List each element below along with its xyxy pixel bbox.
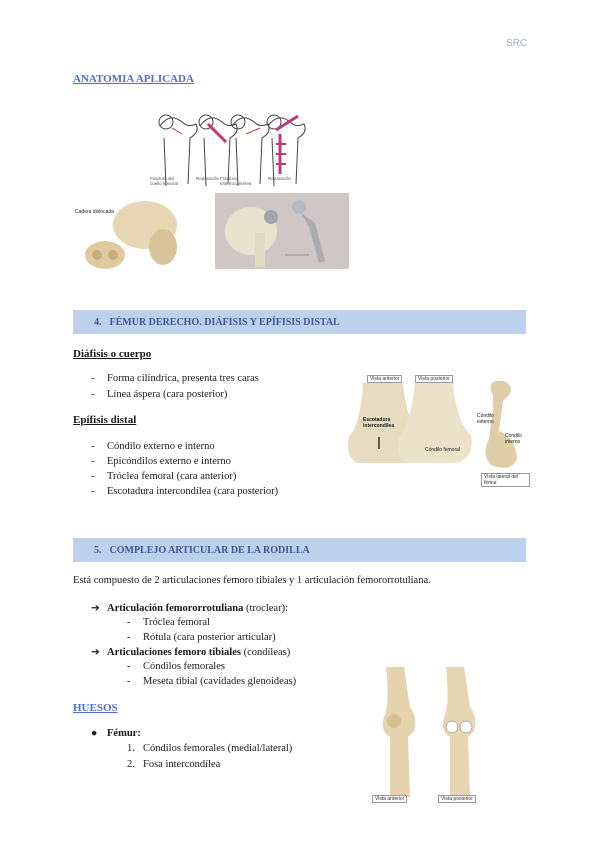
knee-bones-figure <box>372 667 494 805</box>
list-item: - Forma cilíndrica, presenta tres caras <box>91 373 259 384</box>
label-vista-posterior: Vista posterior <box>415 375 453 383</box>
section-5-banner: 5. COMPLEJO ARTICULAR DE LA RODILLA <box>73 538 526 562</box>
section-title-anatomia[interactable]: ANATOMIA APLICADA <box>73 73 194 85</box>
list-item: 2. Fosa intercondílea <box>127 759 221 770</box>
label-escotadura: Escotadura intercondílea <box>363 417 395 429</box>
diafisis-title: Diáfisis o cuerpo <box>73 348 152 360</box>
list-item: - Meseta tibial (cavidades glenoideas) <box>127 676 297 687</box>
list-item: - Epicóndilos externo e interno <box>91 456 231 467</box>
fracture-captions: Fractura del cuello femoral Reparación Fractura intertrocantérea Reparación <box>150 176 292 186</box>
list-item: - Línea áspera (cara posterior) <box>91 389 228 400</box>
list-item: - Cóndilos femorales <box>127 661 225 672</box>
label-condilo-externo: Cóndilo externo <box>477 413 494 425</box>
knee-caption-posterior: Vista posterior <box>438 795 476 803</box>
list-item: - Tróclea femoral <box>127 617 210 628</box>
distal-femur-figure <box>345 375 530 486</box>
articulaciones-femoro-tibiales: ➔ Articulaciones femoro tibiales (condíleas) <box>91 647 291 658</box>
list-item: - Rótula (cara posterior articular) <box>127 632 276 643</box>
hip-prosthesis-photo <box>215 193 349 269</box>
articulacion-femororrotuliana: ➔ Articulación femororrotuliana (troclear): <box>91 603 288 614</box>
dislocated-hip-illustration: Cadera dislocada <box>75 195 185 275</box>
femur-item: ● Fémur: <box>91 728 141 739</box>
label-vista-lateral: Vista lateral del fémur <box>481 473 530 487</box>
section-4-title: FÉMUR DERECHO. DIÁFISIS Y EPÍFISIS DISTAL <box>109 316 340 328</box>
label-vista-anterior: Vista anterior <box>367 375 402 383</box>
label-condilo-interno: Cóndilo interno <box>505 433 522 445</box>
list-item: - Cóndilo externo e interno <box>91 441 215 452</box>
knee-caption-anterior: Vista anterior <box>372 795 407 803</box>
author-initials: SRC <box>506 38 528 49</box>
huesos-title[interactable]: HUESOS <box>73 702 118 714</box>
section-5-title: COMPLEJO ARTICULAR DE LA RODILLA <box>109 544 310 556</box>
label-condilo-femoral: Cóndilo femoral <box>425 447 461 453</box>
list-item: 1. Cóndilos femorales (medial/lateral) <box>127 743 293 754</box>
epifisis-title: Epífisis distal <box>73 414 137 426</box>
section-4-banner: 4. FÉMUR DERECHO. DIÁFISIS Y EPÍFISIS DISTAL <box>73 310 526 334</box>
section-5-intro: Está compuesto de 2 articulaciones femoro tibiales y 1 articulación femororrotuliana. <box>73 575 431 586</box>
list-item: - Escotadura intercondílea (cara posterior) <box>91 486 279 497</box>
list-item: - Tróclea femoral (cara anterior) <box>91 471 237 482</box>
